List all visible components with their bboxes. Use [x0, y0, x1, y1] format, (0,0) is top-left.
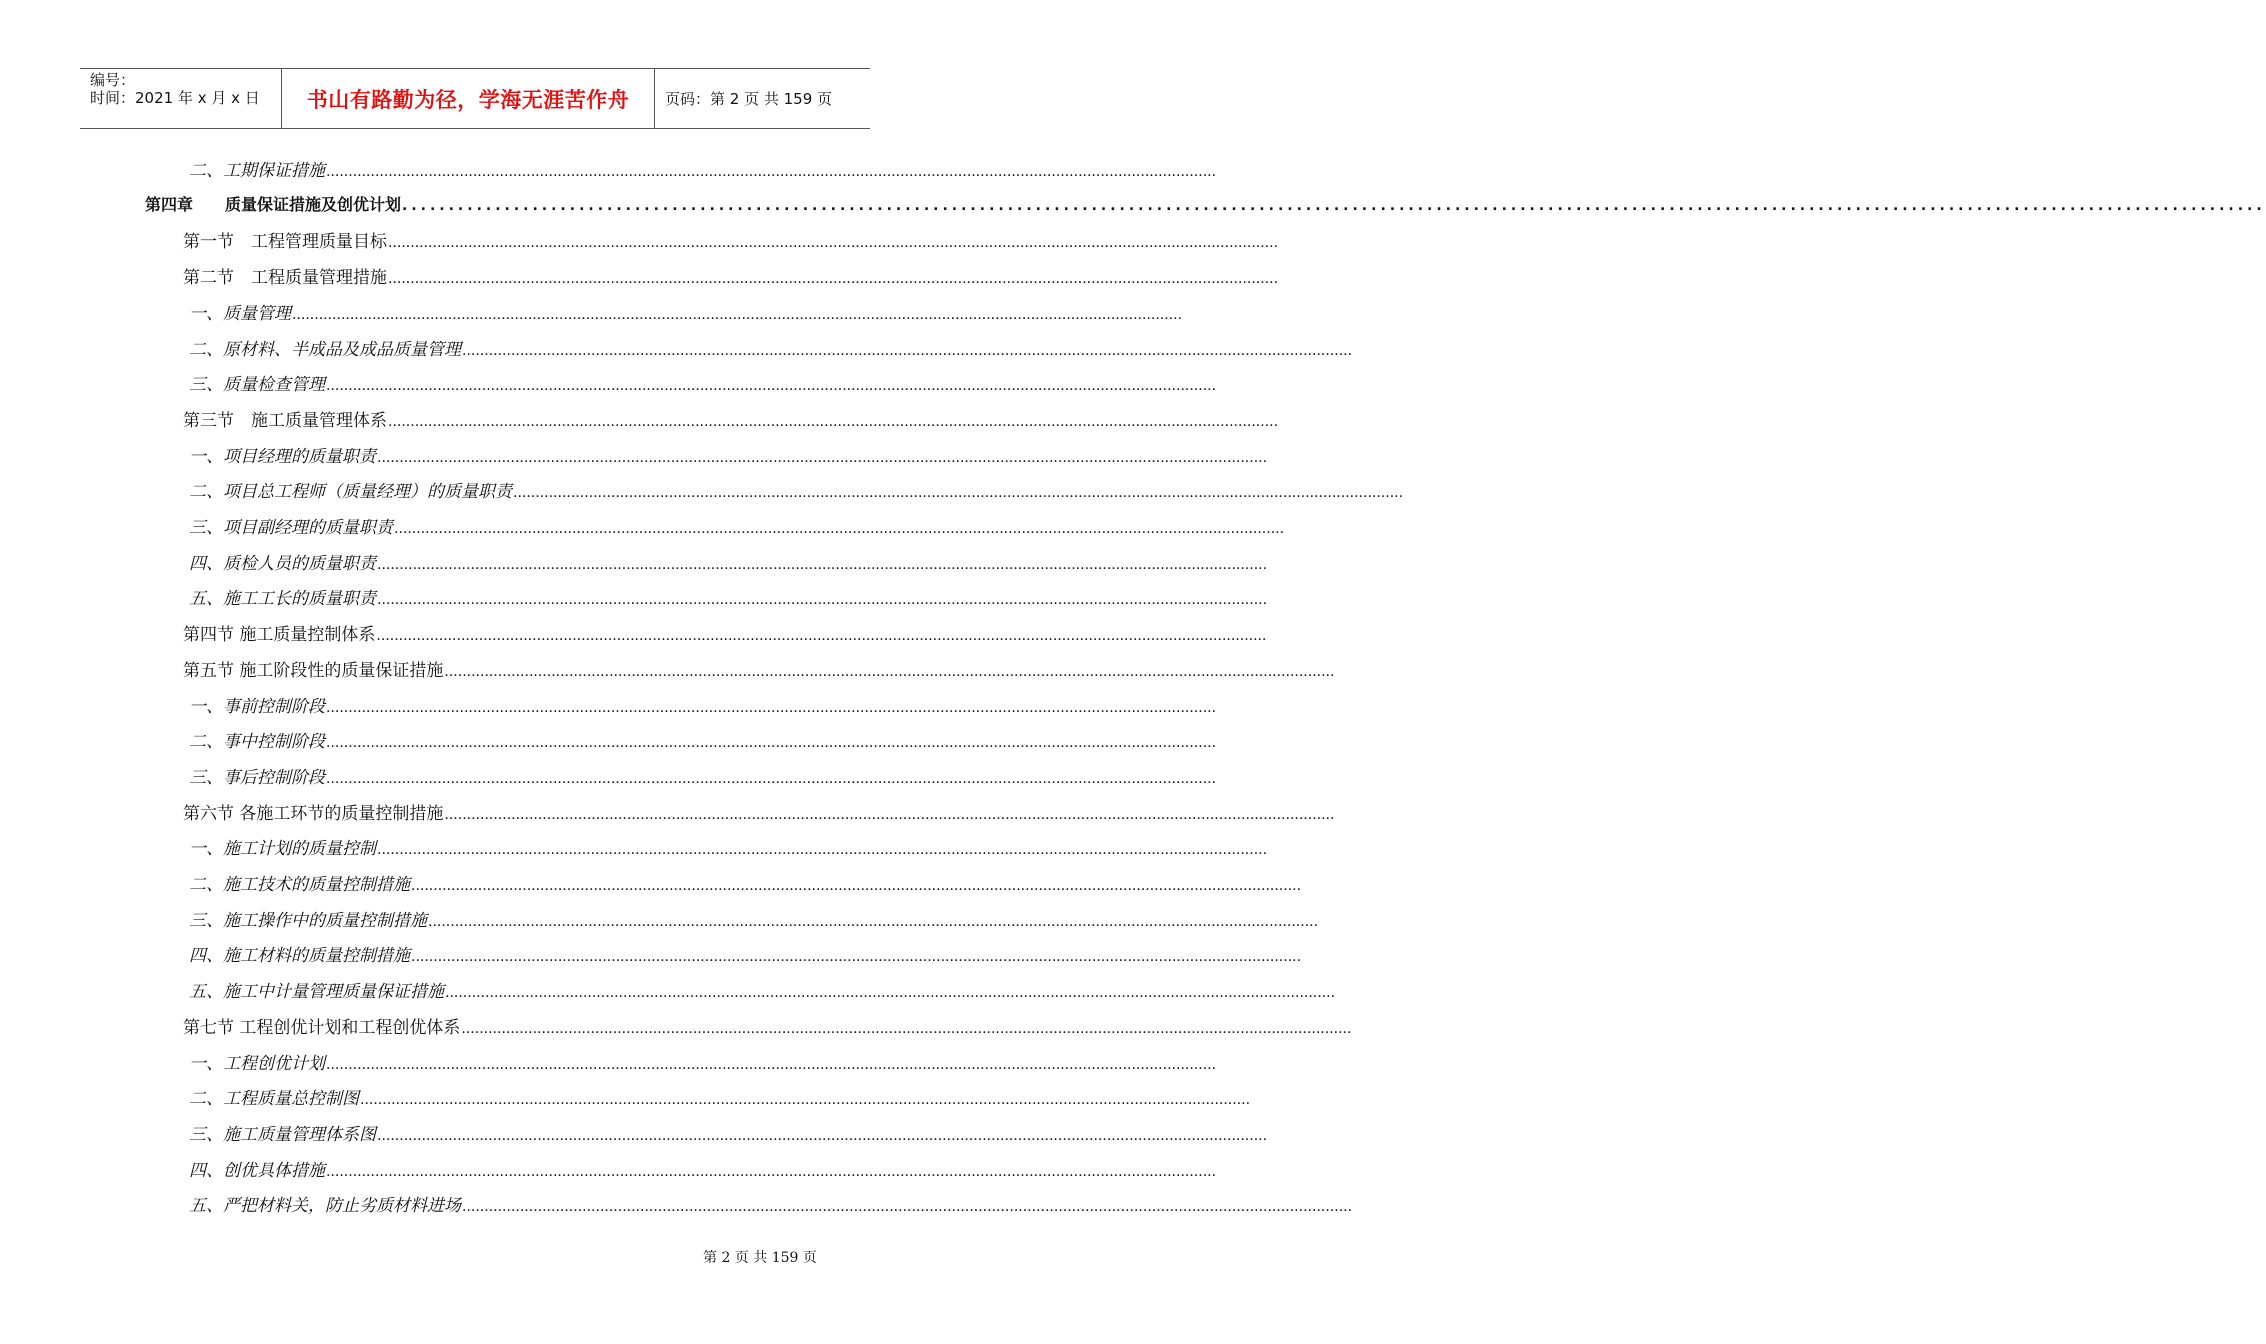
- toc-dot-leader: ........................................................................................................................................................................................................: [326, 770, 1217, 787]
- toc-entry-section[interactable]: [183, 263, 1279, 289]
- toc-entry-label: 第六节 各施工环节的质量控制措施: [183, 803, 444, 824]
- toc-dot-leader: ........................................................................................................................................................................................................: [377, 592, 1268, 609]
- toc-entry-item[interactable]: [189, 584, 1268, 610]
- toc-entry-item[interactable]: [189, 941, 1302, 967]
- toc-entry-item[interactable]: [189, 156, 1217, 182]
- toc-entry-label: 二、原材料、半成品及成品质量管理: [189, 339, 461, 360]
- toc-dot-leader: ........................................................................................................................................................................................................: [444, 663, 1335, 680]
- toc-entry-label: 二、项目总工程师（质量经理）的质量职责: [189, 482, 512, 503]
- toc-entry-label: 四、创优具体措施: [189, 1160, 325, 1181]
- toc-entry-item[interactable]: [189, 870, 1302, 896]
- toc-entry-label: 五、施工中计量管理质量保证措施: [189, 982, 444, 1003]
- toc-entry-label: 第四章 质量保证措施及创优计划: [145, 194, 402, 214]
- toc-dot-leader: ........................................................................................................................................................................................................: [377, 556, 1268, 573]
- toc-dot-leader: ........................................................................................................................................................................................................: [360, 1092, 1251, 1109]
- toc-entry-label: 第三节 施工质量管理体系: [183, 410, 387, 431]
- toc-entry-label: 三、项目副经理的质量职责: [189, 518, 393, 538]
- toc-entry-item[interactable]: [189, 299, 1183, 325]
- toc-entry-item[interactable]: [189, 1084, 1251, 1110]
- toc-entry-section[interactable]: [183, 227, 1279, 253]
- document-number-label: 编号：: [90, 71, 136, 89]
- toc-entry-label: 二、工期保证措施: [189, 161, 325, 181]
- toc-entry-item[interactable]: [189, 692, 1217, 718]
- toc-entry-label: 二、事中控制阶段: [189, 732, 325, 753]
- toc-entry-label: 第七节 工程创优计划和工程创优体系: [183, 1017, 461, 1038]
- toc-entry-label: 三、施工操作中的质量控制措施: [189, 910, 427, 931]
- toc-dot-leader: ........................................................................................................................................................................................................: [326, 699, 1217, 716]
- toc-dot-leader: ........................................................................................................................................................................................................: [388, 413, 1279, 430]
- toc-entry-label: 第四节 施工质量控制体系: [183, 625, 376, 646]
- toc-dot-leader: ........................................................................................................................................................................................................: [326, 1163, 1217, 1180]
- page-header: [80, 68, 870, 129]
- toc-entry-item[interactable]: [189, 370, 1217, 396]
- toc-dot-leader: ........................................................................................................................................................................................................: [376, 628, 1267, 645]
- toc-dot-leader: ........................................................................................................................................................................................................: [326, 164, 1217, 180]
- toc-entry-item[interactable]: [189, 513, 1285, 539]
- toc-entry-section[interactable]: [183, 656, 1335, 682]
- toc-entry-section[interactable]: [183, 799, 1335, 825]
- toc-entry-item[interactable]: [189, 977, 1336, 1003]
- toc-entry-item[interactable]: [189, 906, 1319, 932]
- toc-entry-item[interactable]: [189, 727, 1217, 753]
- toc-entry-section[interactable]: [183, 406, 1279, 432]
- toc-entry-label: 第二节 工程质量管理措施: [183, 268, 387, 289]
- toc-entry-item[interactable]: [189, 834, 1268, 860]
- toc-entry-label: 四、施工材料的质量控制措施: [189, 946, 410, 967]
- toc-entry-label: 三、质量检查管理: [189, 375, 325, 396]
- toc-entry-item[interactable]: [189, 1120, 1268, 1146]
- toc-entry-item[interactable]: [189, 763, 1217, 789]
- toc-entry-item[interactable]: [189, 335, 1353, 361]
- header-meta: [80, 69, 282, 128]
- toc-entry-label: 三、施工质量管理体系图: [189, 1124, 376, 1145]
- toc-dot-leader: ........................................................................................................................................................................................................: [377, 842, 1268, 859]
- document-date: 时间：2021 年 x 月 x 日: [90, 89, 260, 107]
- toc-dot-leader: ........................................................................................................................................................................................................: [445, 985, 1336, 1002]
- toc-entry-label: 一、工程创优计划: [189, 1053, 325, 1074]
- toc-entry-item[interactable]: [189, 1191, 1353, 1217]
- toc-dot-leader: ........................................................................................................................................................................................................: [428, 913, 1319, 930]
- toc-entry-item[interactable]: [189, 477, 1404, 503]
- toc-entry-label: 五、严把材料关，防止劣质材料进场: [189, 1196, 461, 1217]
- toc-dot-leader: ........................................................................................................................................................................................................: [513, 485, 1404, 502]
- toc-dot-leader: ........................................................................................................................................................................................................: [292, 306, 1183, 323]
- toc-entry-label: 第五节 施工阶段性的质量保证措施: [183, 660, 444, 681]
- toc-entry-label: 五、施工工长的质量职责: [189, 589, 376, 610]
- toc-dot-leader: ........................................................................................................................................................................................................: [388, 235, 1279, 252]
- toc-dot-leader: ........................................................................................................................................................................................................: [326, 1056, 1217, 1073]
- toc-dot-leader: ........................................................................................................................................................................................................: [461, 1020, 1352, 1037]
- toc-entry-label: 一、质量管理: [189, 303, 291, 324]
- toc-dot-leader: ........................................................................................................................................................................................................: [326, 378, 1217, 395]
- toc-entry-label: 一、施工计划的质量控制: [189, 839, 376, 860]
- toc-entry-item[interactable]: [189, 549, 1268, 575]
- toc-entry-item[interactable]: [189, 1156, 1217, 1182]
- toc-dot-leader: ........................................................................................................................................................................................................: [444, 806, 1335, 823]
- toc-dot-leader: ........................................................................................................................................................................................................: [411, 949, 1302, 966]
- toc-entry-label: 二、施工技术的质量控制措施: [189, 875, 410, 895]
- toc-entry-item[interactable]: [189, 442, 1268, 468]
- toc-dot-leader: ........................................................................................................................................................................................................: [377, 1127, 1268, 1144]
- toc-entry-label: 二、工程质量总控制图: [189, 1089, 359, 1110]
- toc-dot-leader: ........................................................................................................................................................................................................: [411, 878, 1302, 894]
- toc-dot-leader: ........................................................................................................................................................................................................: [388, 271, 1279, 288]
- toc-entry-label: 三、事后控制阶段: [189, 767, 325, 788]
- toc-entry-section[interactable]: [183, 1013, 1352, 1039]
- toc-entry-label: 一、项目经理的质量职责: [189, 446, 376, 467]
- toc-dot-leader: ........................................................................................................................................................................................................: [326, 735, 1217, 752]
- toc-dot-leader: ........................................................................................................................................................................................................: [462, 342, 1353, 359]
- header-motto: 书山有路勤为径，学海无涯苦作舟: [282, 69, 655, 128]
- toc-entry-label: 第一节 工程管理质量目标: [183, 232, 387, 253]
- toc-dot-leader: ........................................................................................................................................................................................................: [377, 449, 1268, 466]
- toc-entry-chapter[interactable]: [145, 192, 2266, 218]
- toc-dot-leader: ........................................................................................................................................................................................................: [462, 1199, 1353, 1216]
- toc-entry-item[interactable]: [189, 1049, 1217, 1075]
- toc-dot-leader: ........................................................................................................................................................................................................: [394, 521, 1285, 537]
- toc-entry-label: 四、质检人员的质量职责: [189, 553, 376, 574]
- toc-entry-section[interactable]: [183, 620, 1267, 646]
- page-footer: 第 2 页 共 159 页: [703, 1250, 817, 1266]
- toc-dot-leader: ........................................................................................................................................................................................................: [402, 197, 2266, 214]
- header-page-info: 页码：第 2 页 共 159 页: [665, 90, 833, 108]
- toc-entry-label: 一、事前控制阶段: [189, 696, 325, 717]
